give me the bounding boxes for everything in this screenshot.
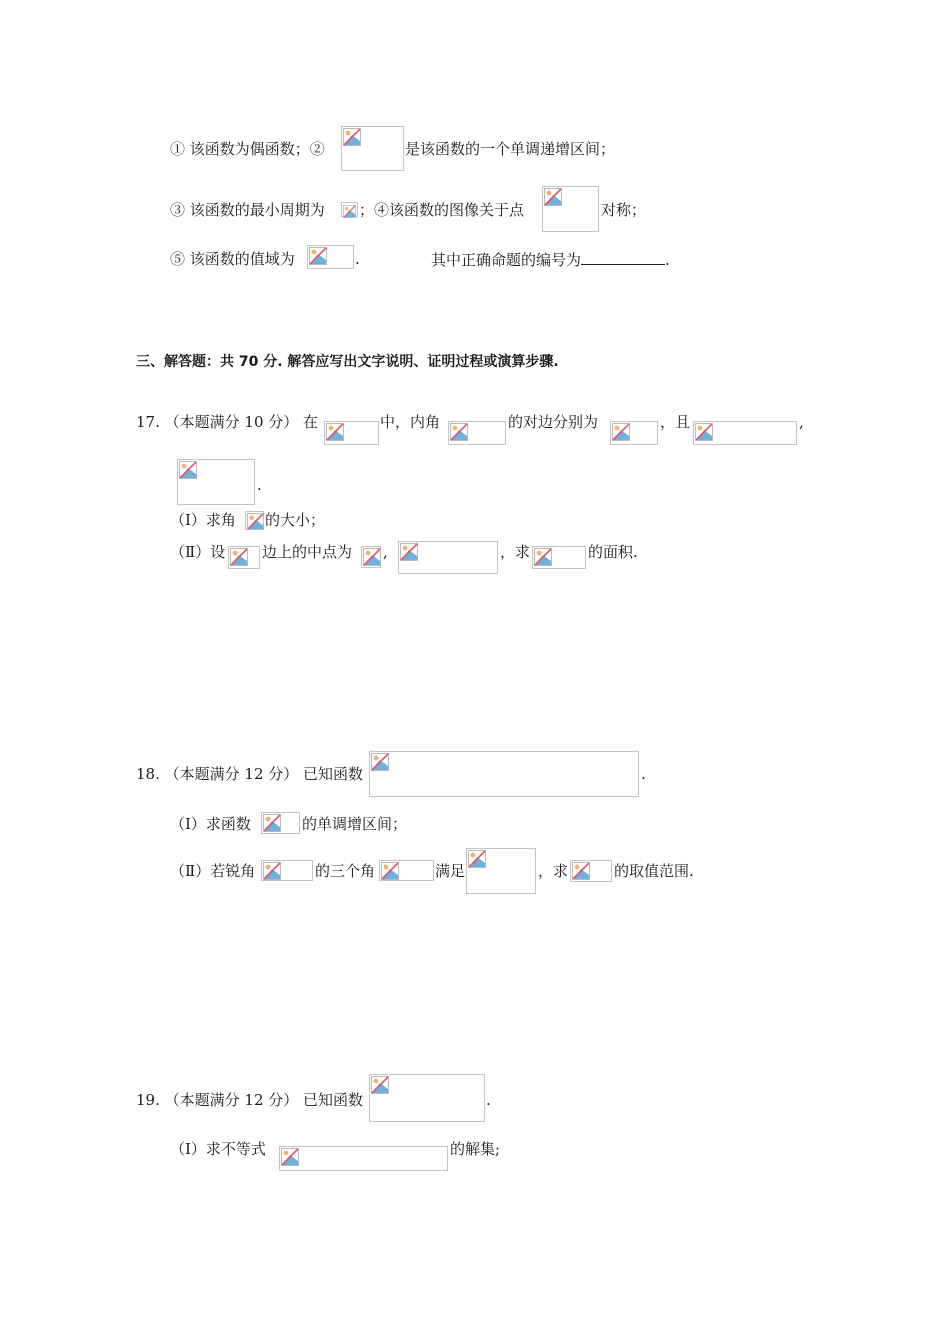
q17-comma: , [799,413,804,431]
item-3-text: ③ 该函数的最小周期为 [170,201,325,219]
section-heading: 三、解答题：共 70 分. 解答应写出文字说明、证明过程或演算步骤. [136,354,559,370]
formula-image [542,186,599,232]
broken-image-icon [371,1076,389,1094]
part-label: （Ⅱ）若锐角 [170,862,256,880]
q17-part-2 [170,542,225,562]
item-line-3 [170,249,295,269]
item-line-3-period [355,249,360,269]
item-line-2-end [601,200,646,220]
part-text: ，求 [538,862,569,880]
q18-part-2 [170,861,255,881]
formula-image [693,421,797,445]
answer-prompt-text: 其中正确命题的编号为 [431,251,582,269]
broken-image-icon [281,1148,299,1166]
formula-image [398,541,498,574]
broken-image-icon [363,548,381,566]
broken-image-icon [381,862,399,880]
part-text: 的取值范围. [614,862,694,880]
formula-image [324,421,379,445]
q17-part-2-text [500,542,530,562]
part-text: 的三个角 [315,862,376,880]
broken-image-icon [534,548,552,566]
q17-text-3: 的对边分别为 [508,413,599,431]
item-line-2-cont [359,200,524,220]
formula-image [261,812,300,834]
q17-part-2-text [262,542,352,562]
formula-image [245,511,264,530]
part-text: 的单调增区间； [302,815,408,833]
broken-image-icon [179,461,197,479]
q17-text [799,412,804,432]
part-text: 的解集; [450,1140,501,1158]
q17-text-4: ，且 [660,413,691,431]
part-text: 的面积. [588,543,638,561]
period-text: . [486,1091,491,1109]
broken-image-icon [468,850,486,868]
q18-part-2-end [614,861,694,881]
part-text: 边上的中点为 [262,543,353,561]
part-label: （Ⅰ）求函数 [170,815,251,833]
formula-image [379,860,434,881]
score-note: （本题满分 12 分） [164,1091,299,1109]
item-1-2-text: ① 该函数为偶函数；② [170,140,325,158]
item-4-end-text: 对称； [601,201,647,219]
broken-image-icon [695,423,713,441]
formula-image [361,546,381,568]
answer-prompt [431,249,670,270]
broken-image-icon [230,548,248,566]
formula-image [177,459,255,505]
question-19-header [136,1090,363,1110]
formula-image [532,546,586,569]
question-number: 17. [136,413,160,431]
answer-blank[interactable] [581,249,665,265]
formula-image [307,245,354,269]
broken-image-icon [343,204,356,217]
q19-part-1 [170,1139,266,1159]
formula-image [610,421,658,445]
q18-part-2-text [538,861,568,881]
item-line-2 [170,200,325,220]
broken-image-icon [247,513,264,530]
q17-part-1-end [265,510,325,530]
period-text: . [665,251,670,269]
formula-image [261,860,313,881]
formula-image [369,751,639,797]
broken-image-icon [343,128,361,146]
item-2-text: 是该函数的一个单调递增区间； [405,140,616,158]
q17-text: 在 [303,413,319,431]
part-label: （Ⅰ）求不等式 [170,1140,266,1158]
broken-image-icon [400,543,418,561]
question-number: 19. [136,1091,160,1109]
q17-text [257,475,262,495]
part-label: （Ⅰ）求角 [170,511,236,529]
part-text: 的大小； [265,511,326,529]
q17-text-2: 中，内角 [380,413,441,431]
formula-image [448,421,506,445]
question-17-header [136,412,318,432]
item-5-text: ⑤ 该函数的值域为 [170,250,295,268]
formula-image [341,126,404,171]
q18-part-2-text [435,861,465,881]
broken-image-icon [544,188,562,206]
broken-image-icon [309,247,327,265]
broken-image-icon [450,423,468,441]
q19-text [486,1090,491,1110]
q18-part-1 [170,814,251,834]
q19-text: 已知函数 [303,1091,364,1109]
q18-text [641,764,646,784]
q19-part-1-end [450,1139,500,1159]
q17-part-1 [170,510,236,530]
period-text: . [641,765,646,783]
q17-text [508,412,598,432]
score-note: （本题满分 12 分） [164,765,299,783]
broken-image-icon [263,862,281,880]
formula-image [341,202,358,217]
item-line-1 [170,139,325,159]
formula-image [228,546,260,569]
broken-image-icon [371,753,389,771]
broken-image-icon [612,423,630,441]
part-text: ，求 [500,543,531,561]
formula-image [369,1074,485,1122]
q17-part-2-text [383,542,388,562]
question-18-header [136,764,363,784]
question-number: 18. [136,765,160,783]
formula-image [466,848,536,894]
q17-text [380,412,440,432]
q18-part-2-text [315,861,375,881]
comma-text: , [383,543,388,561]
formula-image [570,860,612,882]
formula-image [279,1146,448,1171]
period-text: . [257,476,262,494]
broken-image-icon [572,862,590,880]
q18-text: 已知函数 [303,765,364,783]
q17-text [660,412,690,432]
item-line-1-cont [405,139,615,159]
score-note: （本题满分 10 分） [164,413,299,431]
q18-part-1-end [302,814,407,834]
broken-image-icon [263,814,281,832]
q17-part-2-end [588,542,638,562]
item-4-text: ；④该函数的图像关于点 [359,201,525,219]
part-text: 满足 [435,862,466,880]
broken-image-icon [326,423,344,441]
period-text: . [355,250,360,268]
part-label: （Ⅱ）设 [170,543,226,561]
